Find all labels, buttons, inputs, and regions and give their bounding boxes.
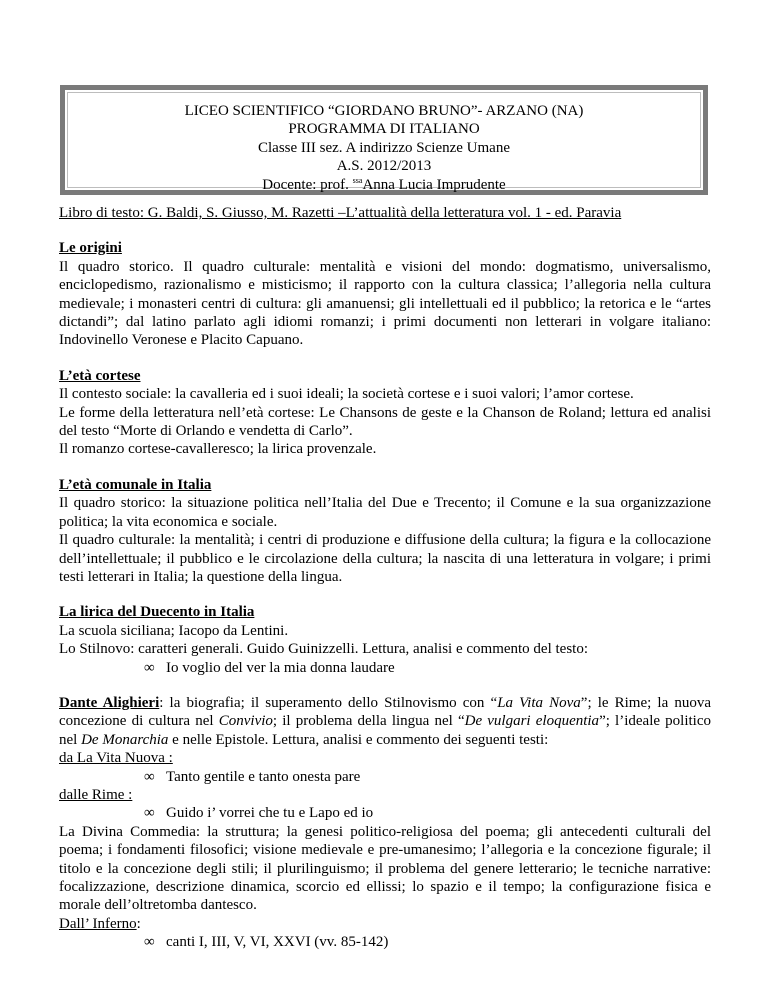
document-body bbox=[59, 204, 711, 952]
work-convivio: Convivio bbox=[218, 713, 273, 730]
school-name: LICEO SCIENTIFICO “GIORDANO BRUNO”- ARZANO (NA) bbox=[184, 103, 584, 119]
bullet-text: Tanto gentile e tanto onesta pare bbox=[166, 768, 361, 785]
infinity-bullet-icon: ∞ bbox=[144, 934, 155, 951]
dante-intro-c: ; il problema della lingua nel “ bbox=[272, 713, 465, 730]
dante-intro-b: ”; le Rime; la nuova concezione di cultura nel bbox=[59, 694, 711, 730]
teacher-name: Anna Lucia Imprudente bbox=[362, 176, 506, 193]
section-title-origini: Le origini bbox=[59, 240, 122, 257]
dante-intro-d: ”; l’ideale politico nel bbox=[59, 713, 711, 748]
dante-intro-e: e nelle Epistole. Lettura, analisi e commento dei seguenti testi: bbox=[168, 731, 549, 748]
bullet-text: canti I, III, V, VI, XXVI (vv. 85-142) bbox=[166, 934, 389, 951]
infinity-bullet-icon: ∞ bbox=[144, 768, 155, 785]
comunale-paragraph-2: Il quadro culturale: la mentalità; i centri di produzione e diffusione della cultura; la figura e la collocazione dell’intellettuale; il pubblico e le circolazione della cultura; la nascita di una letteratura in volgare; i primi testi letterari in Italia; la questione della lingua. bbox=[59, 532, 711, 585]
work-de-monarchia: De Monarchia bbox=[81, 731, 169, 748]
comunale-paragraph-1: Il quadro storico: la situazione politica nell’Italia del Due e Trecento; il Comune e la sua organizzazione politica; la vita economica e sociale. bbox=[59, 495, 711, 530]
dante-intro bbox=[59, 694, 711, 749]
lirica-paragraph-1: La scuola siciliana; Iacopo da Lentini. bbox=[59, 622, 289, 639]
section-title-cortese: L’età cortese bbox=[59, 367, 141, 384]
rime-heading: dalle Rime : bbox=[59, 786, 133, 803]
bullet-text: Io voglio del ver la mia donna laudare bbox=[166, 659, 395, 676]
section-title-dante: Dante Alighieri bbox=[59, 694, 160, 711]
inferno-heading: Dall’ Inferno bbox=[59, 915, 137, 932]
section-text-origini: Il quadro storico. Il quadro culturale: mentalità e visioni del mondo: dogmatismo, universalismo, enciclopedismo, razionalismo e misticismo; il rapporto con la cultura classica; l’allegoria nella cultura medievale; i monasteri centri di cultura: gli amanuensi; gli intellettuali ed il pubblico; la retorica e le “artes dictandi”; dal latino parlato agli idiomi romanzi; i primi documenti non letterari in volgare italiano: Indovinello Veronese e Placito Capuano. bbox=[59, 258, 711, 349]
work-vita-nova: La Vita Nova bbox=[497, 694, 581, 711]
class-info: Classe III sez. A indirizzo Scienze Umane bbox=[258, 139, 510, 156]
bullet-item bbox=[59, 768, 711, 786]
work-de-vulgari: De vulgari eloquentia bbox=[464, 713, 600, 730]
header-box bbox=[60, 85, 708, 195]
program-title: PROGRAMMA DI ITALIANO bbox=[288, 121, 480, 138]
school-year: A.S. 2012/2013 bbox=[336, 158, 432, 175]
cortese-paragraph-3: Il romanzo cortese-cavalleresco; la lirica provenzale. bbox=[59, 441, 377, 458]
header-text bbox=[65, 102, 703, 194]
bullet-text: Guido i’ vorrei che tu e Lapo ed io bbox=[166, 805, 374, 822]
lirica-paragraph-2: Lo Stilnovo: caratteri generali. Guido Guinizzelli. Lettura, analisi e commento del testo: bbox=[59, 641, 589, 658]
vita-nuova-heading: da La Vita Nuova : bbox=[59, 750, 173, 767]
cortese-paragraph-1: Il contesto sociale: la cavalleria ed i suoi ideali; la società cortese e i suoi valori; l’amor cortese. bbox=[59, 386, 634, 403]
inferno-heading-line bbox=[59, 915, 711, 933]
bullet-item bbox=[59, 659, 711, 677]
section-title-comunale: L’età comunale in Italia bbox=[59, 476, 212, 493]
cortese-paragraph-2: Le forme della letteratura nell’età cortese: Le Chansons de geste e la Chanson de Roland; lettura ed analisi del testo “Morte di Orlando e vendetta di Carlo”. bbox=[59, 404, 711, 440]
teacher-line bbox=[65, 176, 703, 194]
infinity-bullet-icon: ∞ bbox=[144, 805, 155, 822]
section-title-lirica: La lirica del Duecento in Italia bbox=[59, 604, 255, 621]
commedia-paragraph: La Divina Commedia: la struttura; la genesi politico-religiosa del poema; gli antecedenti culturali del poema; i fondamenti filosofici; visione medievale e pre-umanesimo; l’allegoria e la concezione figurale; il titolo e la concezione degli stili; il plurilinguismo; il problema del genere letterario; le tecniche narrative: focalizzazione, descrizione dinamica, scorcio ed ellissi; lo spazio e il tempo; la configurazione fisica e morale dell’oltretomba dantesco. bbox=[59, 823, 711, 914]
teacher-prefix: Docente: prof. bbox=[262, 176, 353, 193]
textbook-line: Libro di testo: G. Baldi, S. Giusso, M. Razetti –L’attualità della letteratura vol. 1 - ed. Paravia bbox=[59, 205, 622, 221]
dante-intro-a: : la biografia; il superamento dello Stilnovismo con “ bbox=[159, 694, 498, 711]
infinity-bullet-icon: ∞ bbox=[144, 659, 155, 676]
inferno-colon: : bbox=[136, 915, 141, 932]
teacher-title-sup: ssa bbox=[352, 175, 363, 185]
bullet-item bbox=[59, 804, 711, 822]
bullet-item bbox=[59, 933, 711, 951]
